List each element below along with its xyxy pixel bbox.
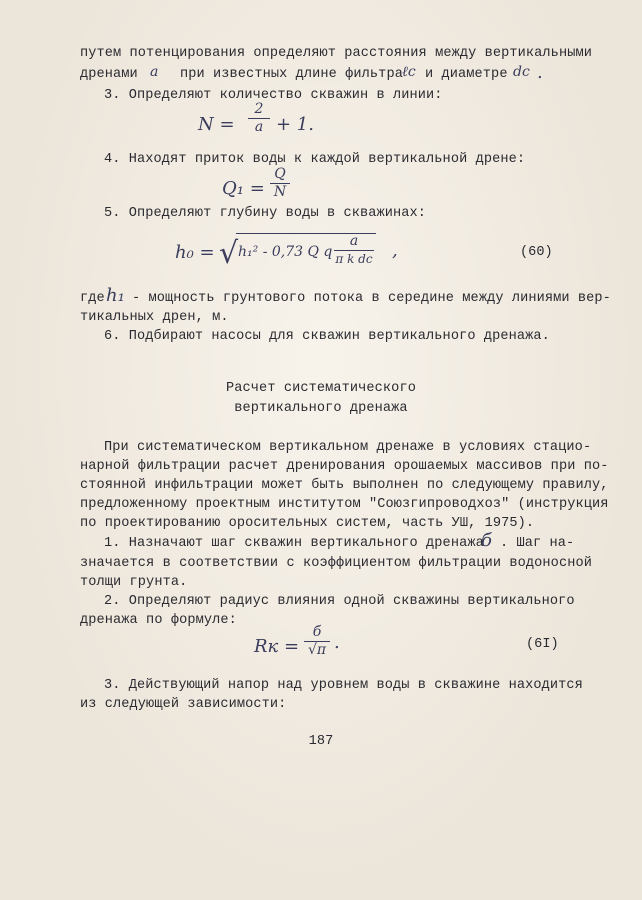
text-line: и диаметре [425,67,508,82]
text-line: 4. Находят приток воды к каждой вертикальной дрене: [104,152,526,167]
formula-lhs: N = [198,114,235,135]
section-heading: вертикального дренажа [234,401,408,416]
text-line: по проектированию оросительных систем, часть УШ, 1975). [80,516,535,531]
formula-lhs: Q₁ = [222,178,265,199]
text-line: 5. Определяют глубину воды в скважинах: [104,206,427,221]
formula-denominator: a [254,119,264,135]
formula-lhs: h₀ = [175,242,215,263]
text-line: тикальных дрен, м. [80,310,229,325]
text-line: 2. Определяют радиус влияния одной скважины вертикального [104,594,575,609]
text-line: где [80,291,105,306]
handwritten-symbol: a [150,64,159,80]
text-line: 3. Действующий напор над уровнем воды в скважине находится [104,678,583,693]
text-line: стоянной инфильтрации может быть выполнен по следующему правилу, [80,478,609,493]
sqrt-icon: √ [219,236,239,271]
handwritten-symbol: dc [513,64,530,80]
text-line: При систематическом вертикальном дренаже в условиях стацио- [104,440,592,455]
text-line: значается в соответствии с коэффициентом фильтрации водоносной [80,556,592,571]
text-line: дренами [80,67,138,82]
formula-dot: . [334,632,340,653]
handwritten-symbol: . [537,62,543,83]
formula-fraction [248,102,270,135]
formula-denominator: √π [307,642,327,658]
formula-numerator: Q [274,166,286,182]
text-line: путем потенцирования определяют расстояния между вертикальными [80,46,592,61]
formula-denominator: N [273,184,287,200]
section-heading: Расчет систематического [226,381,416,396]
text-line: . Шаг на- [500,536,575,551]
text-line: 6. Подбирают насосы для скважин вертикального дренажа. [104,329,550,344]
formula-lhs: Rк = [254,636,300,657]
text-line: 1. Назначают шаг скважин вертикального дренажа [104,536,484,551]
text-line: толщи грунта. [80,575,188,590]
text-line: 3. Определяют количество скважин в линии: [104,88,443,103]
formula-tail: + 1. [276,114,314,135]
formula-comma: , [392,240,398,261]
handwritten-symbol: h₁ [106,285,125,306]
equation-number: (6I) [526,637,559,652]
text-line: при известных длине фильтра [180,67,403,82]
text-line: - мощность грунтового потока в середине между линиями вер- [132,291,611,306]
formula-numerator: 2 [254,101,264,117]
text-line: из следующей зависимости: [80,697,287,712]
handwritten-symbol: ℓc [402,64,416,80]
formula-fraction [270,167,290,200]
text-line: дренажа по формуле: [80,613,237,628]
text-line: предложенному проектным институтом "Союзгипроводхоз" (инструкция [80,497,609,512]
formula-body: h₁² - 0,73 Q q [238,244,333,260]
equation-number: (60) [520,245,553,260]
formula-numerator: б [312,624,322,640]
formula-denominator: π k dc [335,252,373,266]
formula-fraction [334,234,374,267]
formula-fraction [304,625,330,658]
handwritten-symbol: б [481,530,492,551]
formula-numerator: a [349,233,359,249]
text-line: нарной фильтрации расчет дренирования орошаемых массивов при по- [80,459,609,474]
page-number: 187 [308,734,334,749]
